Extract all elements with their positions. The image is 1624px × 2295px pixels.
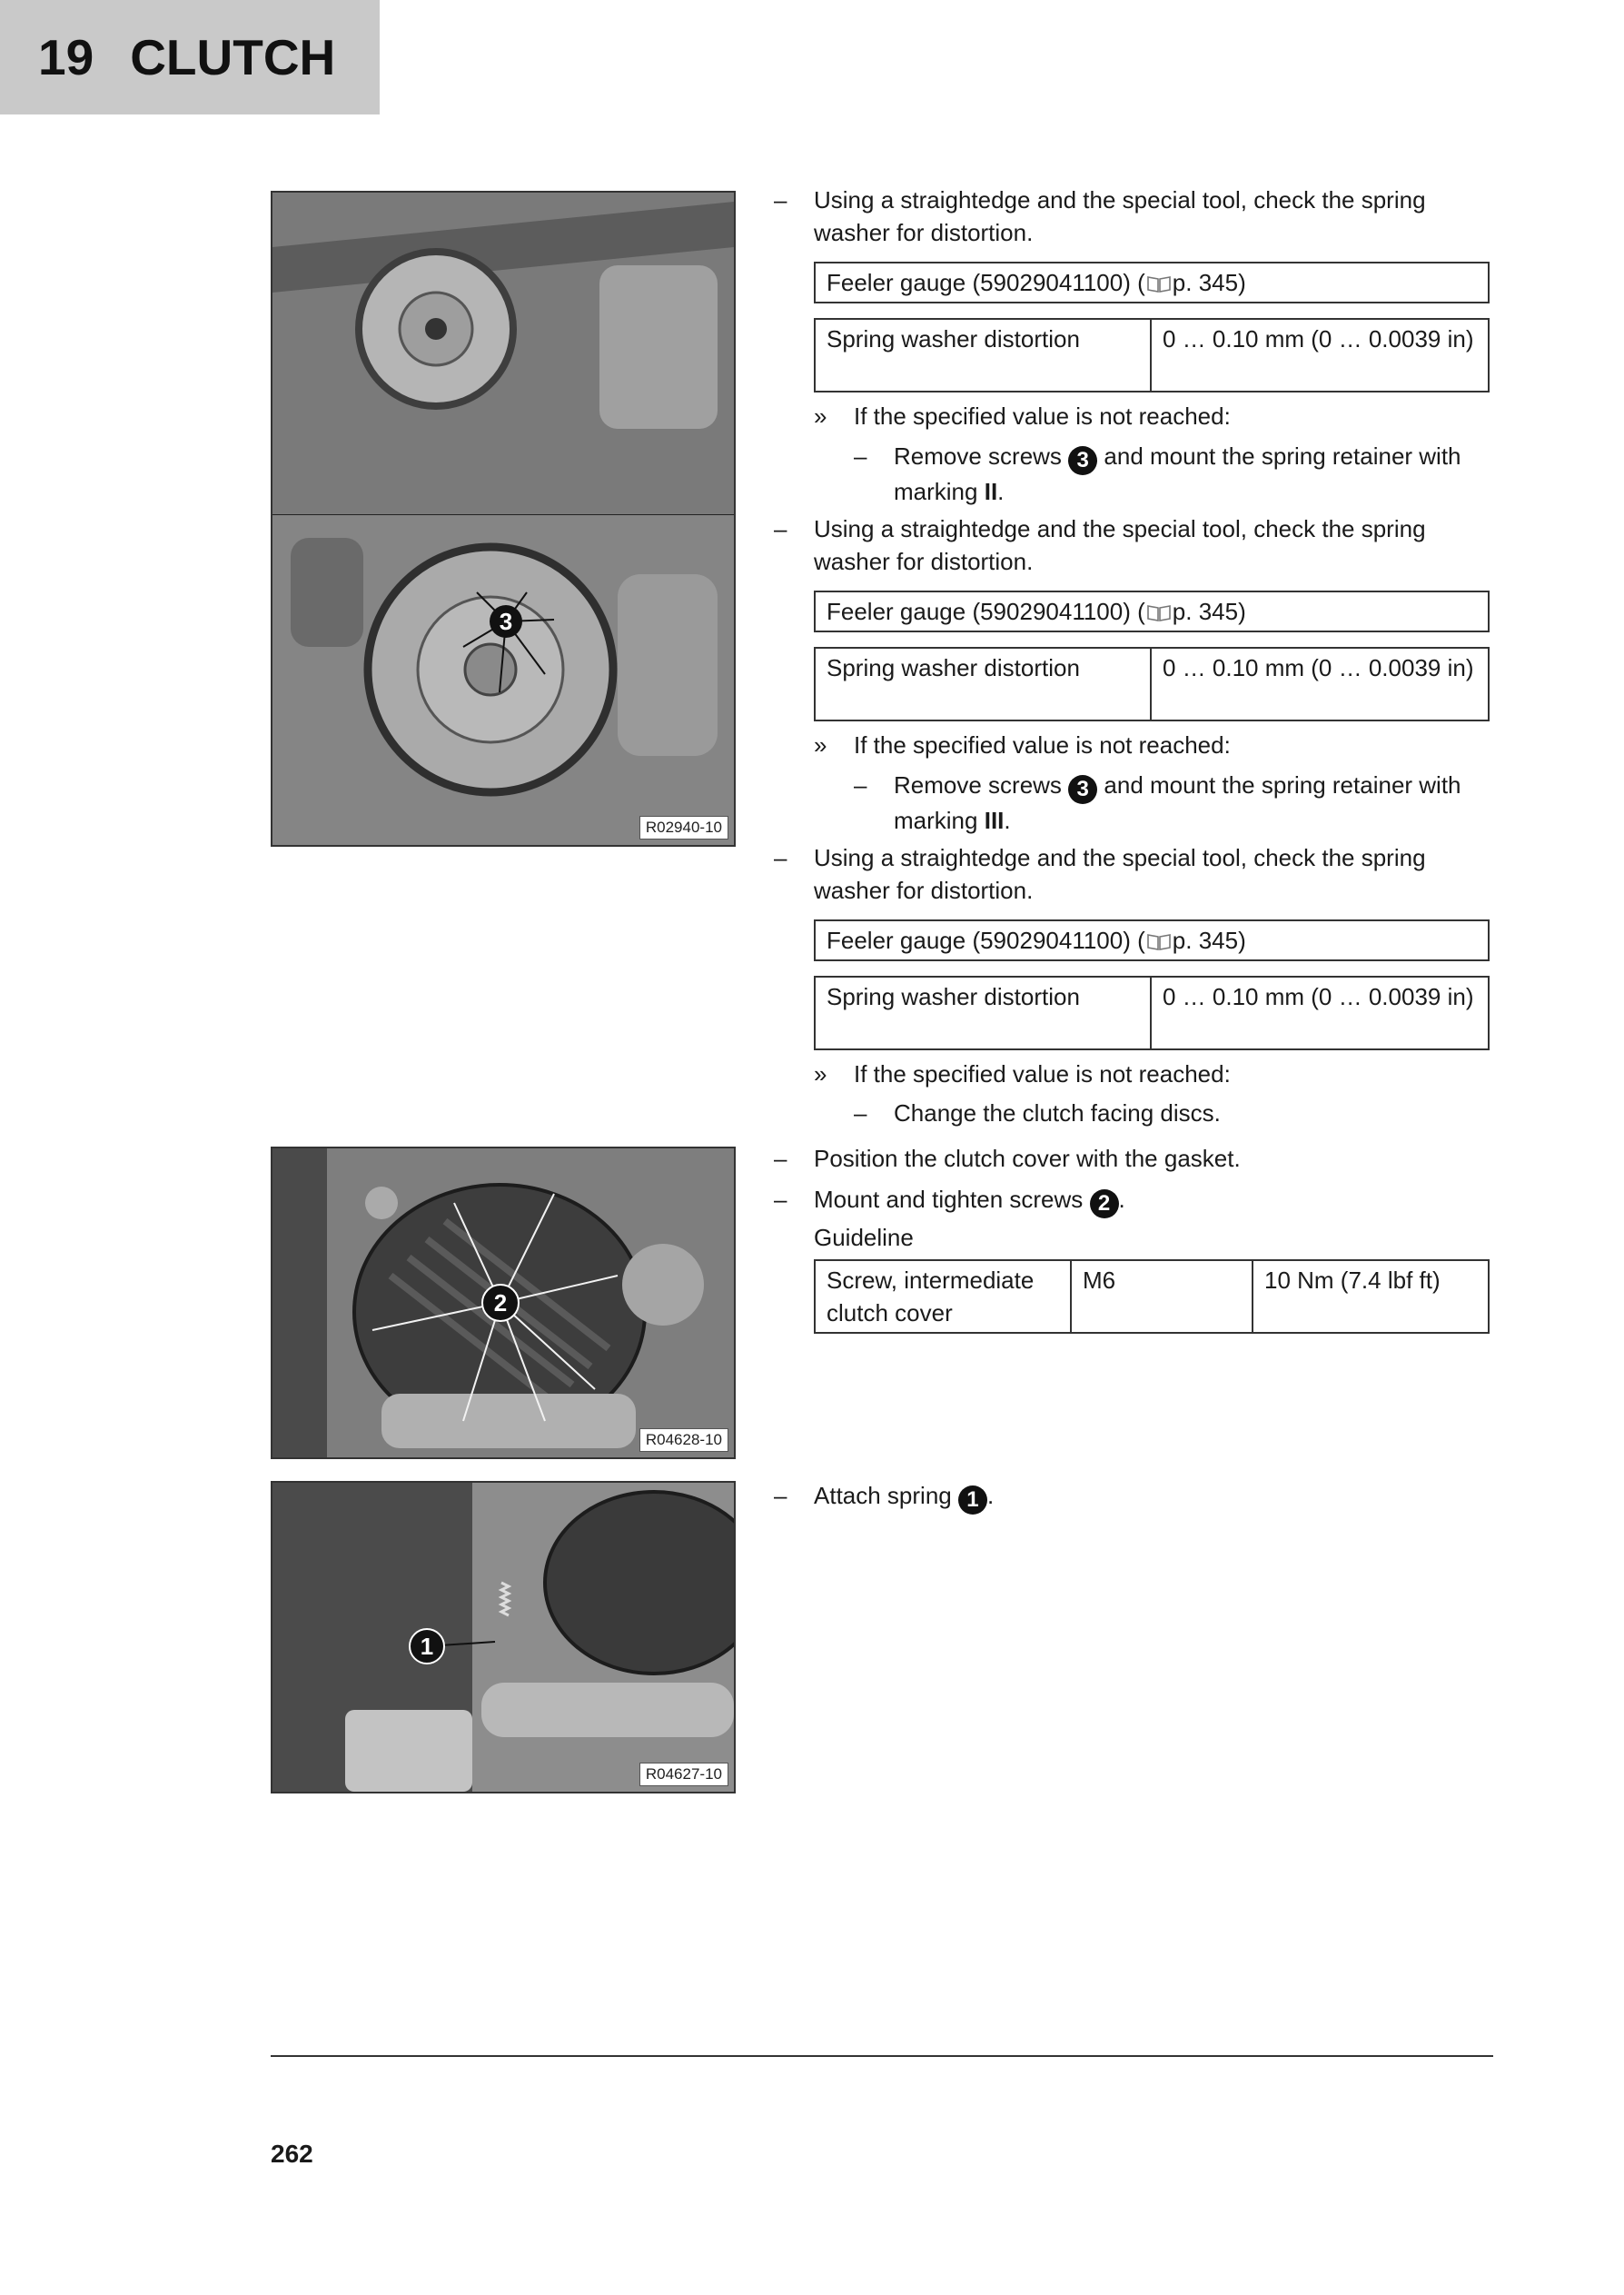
substep-end: . bbox=[997, 478, 1005, 505]
step-text: Using a straightedge and the special tool, check the spring washer for distortion. bbox=[814, 186, 1426, 246]
tool-box bbox=[814, 919, 1490, 961]
substep-after: and mount the spring retainer with marking bbox=[894, 442, 1461, 505]
callout-badge-3: 3 bbox=[1068, 446, 1097, 475]
tool-text: Feeler gauge (59029041100) ( bbox=[827, 269, 1145, 296]
step-dash: – bbox=[774, 515, 787, 542]
figure-clutch-cover bbox=[271, 1147, 736, 1459]
callout-badge-2: 2 bbox=[1090, 1189, 1119, 1218]
substep-text: Change the clutch facing discs. bbox=[894, 1099, 1221, 1127]
manual-reference-icon bbox=[1147, 274, 1171, 293]
chapter-number: 19 bbox=[38, 29, 94, 85]
substep-text bbox=[894, 440, 1493, 508]
step-before: Mount and tighten screws bbox=[814, 1186, 1084, 1213]
tool-page-ref[interactable]: p. 345) bbox=[1172, 269, 1246, 296]
manual-reference-icon bbox=[1147, 603, 1171, 621]
step-end: . bbox=[1118, 1186, 1125, 1213]
substep-before: Remove screws bbox=[894, 771, 1062, 799]
spec-value: 0 … 0.10 mm (0 … 0.0039 in) bbox=[1163, 325, 1474, 353]
tool-page-ref[interactable]: p. 345) bbox=[1172, 598, 1246, 625]
guideline-text: Guideline bbox=[814, 1224, 914, 1251]
figure-spring bbox=[271, 1481, 736, 1793]
substep-dash: – bbox=[854, 771, 867, 799]
condition-mark: » bbox=[814, 1060, 827, 1088]
footer-divider bbox=[271, 2055, 1493, 2057]
step-text: Using a straightedge and the special tool, check the spring washer for distortion. bbox=[814, 515, 1426, 575]
step-dash: – bbox=[774, 186, 787, 214]
tool-text: Feeler gauge (59029041100) ( bbox=[827, 598, 1145, 625]
substep-dash: – bbox=[854, 442, 867, 470]
spec-value: 0 … 0.10 mm (0 … 0.0039 in) bbox=[1163, 654, 1474, 681]
page-number: 262 bbox=[271, 2140, 313, 2168]
chapter-header bbox=[0, 0, 380, 114]
figure-clutch-spring-washer bbox=[271, 191, 736, 847]
step-text bbox=[814, 1479, 1486, 1515]
step-dash: – bbox=[774, 844, 787, 871]
tool-box bbox=[814, 262, 1490, 303]
step-dash: – bbox=[774, 1145, 787, 1172]
spec-table bbox=[814, 647, 1490, 721]
step-text: Using a straightedge and the special tool, check the spring washer for distortion. bbox=[814, 844, 1426, 904]
step-dash: – bbox=[774, 1482, 787, 1509]
substep-dash: – bbox=[854, 1099, 867, 1127]
spec-label: Spring washer distortion bbox=[816, 649, 1152, 720]
step-text bbox=[814, 1183, 1486, 1218]
tool-page-ref[interactable]: p. 345) bbox=[1172, 927, 1246, 954]
clutch-photo-illustration bbox=[272, 193, 734, 845]
figure-callout-3: 3 bbox=[499, 608, 513, 635]
step-end: . bbox=[986, 1482, 995, 1509]
callout-badge-3: 3 bbox=[1068, 775, 1097, 804]
callout-badge-1: 1 bbox=[958, 1485, 987, 1515]
substep-before: Remove screws bbox=[894, 442, 1062, 470]
condition-text: If the specified value is not reached: bbox=[854, 1060, 1231, 1088]
clutch-cover-photo-illustration bbox=[272, 1148, 734, 1457]
figure-code: R04628-10 bbox=[639, 1428, 728, 1452]
figure-callout-1: 1 bbox=[420, 1633, 434, 1660]
tool-box bbox=[814, 591, 1490, 632]
spring-photo-illustration bbox=[272, 1483, 734, 1792]
step-before: Attach spring bbox=[814, 1482, 952, 1509]
figure-callout-2: 2 bbox=[493, 1289, 508, 1316]
marking: III bbox=[984, 807, 1005, 834]
marking: II bbox=[984, 478, 998, 505]
step-text: Position the clutch cover with the gasket. bbox=[814, 1145, 1241, 1172]
condition-text: If the specified value is not reached: bbox=[854, 731, 1231, 759]
condition-mark: » bbox=[814, 731, 827, 759]
figure-code: R02940-10 bbox=[639, 816, 728, 840]
manual-reference-icon bbox=[1147, 932, 1171, 950]
condition-text: If the specified value is not reached: bbox=[854, 402, 1231, 430]
spec-table bbox=[814, 976, 1490, 1050]
substep-after: and mount the spring retainer with marking bbox=[894, 771, 1461, 834]
torque-value: 10 Nm (7.4 lbf ft) bbox=[1264, 1267, 1441, 1294]
figure-code: R04627-10 bbox=[639, 1763, 728, 1786]
substep-text bbox=[894, 769, 1493, 837]
torque-thread: M6 bbox=[1072, 1261, 1253, 1332]
spec-value: 0 … 0.10 mm (0 … 0.0039 in) bbox=[1163, 983, 1474, 1010]
spec-table bbox=[814, 318, 1490, 392]
torque-table bbox=[814, 1259, 1490, 1334]
substep-end: . bbox=[1004, 807, 1011, 834]
spec-label: Spring washer distortion bbox=[816, 978, 1152, 1048]
chapter-title: CLUTCH bbox=[130, 29, 336, 85]
spec-label: Spring washer distortion bbox=[816, 320, 1152, 391]
tool-text: Feeler gauge (59029041100) ( bbox=[827, 927, 1145, 954]
step-dash: – bbox=[774, 1186, 787, 1213]
torque-item: Screw, intermediate clutch cover bbox=[816, 1261, 1072, 1332]
condition-mark: » bbox=[814, 402, 827, 430]
